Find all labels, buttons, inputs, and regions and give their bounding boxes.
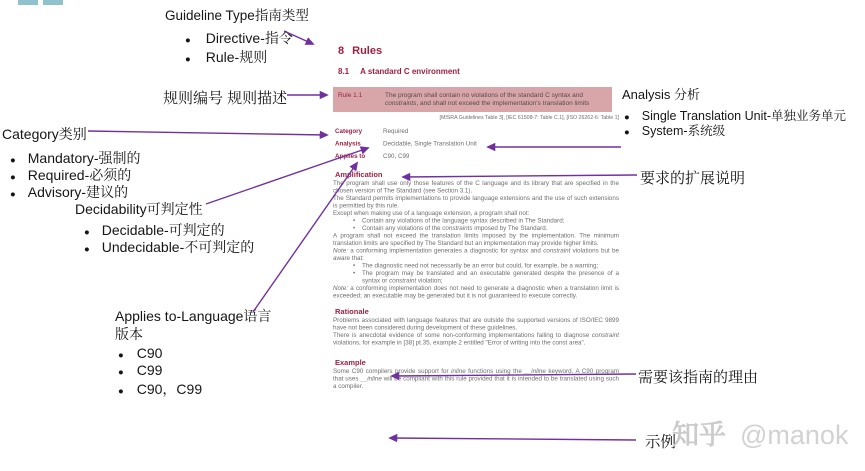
chapter-title: Rules — [352, 44, 383, 57]
meta-row-analysis — [335, 140, 619, 148]
annotation-guideline-type — [165, 7, 309, 66]
annotation-title: Category类别 — [2, 126, 87, 142]
watermark — [672, 420, 848, 450]
doc-bullet-text: The diagnostic need not necessarily be an error but could, for example, be a warning; — [362, 262, 599, 269]
list-item — [2, 148, 141, 165]
rationale-heading: Rationale — [335, 307, 369, 316]
bullet-icon — [185, 49, 191, 65]
annotation-title: Guideline Type指南类型 — [165, 8, 309, 23]
bullet-icon — [118, 362, 124, 378]
paragraph: Except when making use of a language extension, a program shall not: — [333, 209, 530, 217]
annotation-rule-pointer: 规则编号 规则描述 — [163, 90, 288, 107]
paragraph: There is anecdotal evidence of some non-conforming implementations failing to diagnose constraint violations, for example in [38] pt.35, example 2 entitled "Error of writing into the const area". — [333, 331, 619, 346]
annotation-applies-to — [115, 307, 290, 395]
doc-chapter-heading — [338, 44, 619, 57]
bullet-icon — [185, 30, 191, 46]
annotation-decidability — [75, 201, 254, 254]
watermark-brand: 知乎 — [672, 420, 726, 450]
annotation-category — [2, 126, 141, 199]
doc-bullet-item — [333, 217, 619, 225]
doc-section-heading — [338, 67, 619, 77]
bullet-icon — [624, 124, 630, 138]
section-number: 8.1 — [338, 67, 350, 76]
list-item-label: Directive-指令 — [205, 30, 293, 46]
annotation-title: Decidability可判定性 — [75, 201, 203, 217]
rule-meta — [335, 128, 619, 161]
list-item-label: Undecidable-不可判定的 — [101, 239, 255, 255]
doc-bullet-item — [333, 270, 619, 285]
list-item — [115, 362, 290, 378]
annotation-amplification-pointer: 要求的扩展说明 — [640, 170, 746, 187]
meta-row-category — [335, 128, 619, 136]
list-item — [115, 345, 290, 361]
list-item — [2, 165, 141, 182]
paragraph: Problems associated with language features that are outside the supported versions of ISO/IEC 9899 have not been considered during development of these guidelines. — [333, 316, 619, 331]
paragraph: The Standard permits implementations to provide language extensions and the use of such extensions is permitted by this rule. — [333, 194, 619, 209]
list-item-label: Advisory-建议的 — [27, 184, 129, 200]
doc-bullet-text: The program may be translated and an executable generated despite the presence of a syntax or constraint violation; — [362, 269, 619, 284]
bullet-icon — [10, 184, 16, 200]
list-item — [2, 182, 141, 199]
paragraph: Some C90 compilers provide support for inline functions using the __inline keyword. A C90 program that uses __inline will be compliant with this rule provided that it is intended to be translated using such a compiler. — [333, 367, 619, 390]
annotation-title: 版本 — [115, 326, 143, 342]
paragraph: The program shall use only those features of the C language and its library that are specified in the chosen version of The Standard (see Section 3.1). — [333, 179, 619, 194]
meta-label: Analysis — [335, 140, 361, 147]
bullet-icon — [10, 150, 16, 166]
doc-bullet-text: Contain any violations of the constraints imposed by The Standard. — [362, 224, 548, 232]
list-item — [75, 220, 254, 237]
list-item-label: C90 — [136, 345, 163, 361]
teal-square-icon — [43, 0, 63, 5]
section-title: A standard C environment — [360, 67, 460, 76]
list-item — [622, 106, 864, 121]
bullet-icon — [84, 239, 90, 255]
list-item-label: Single Translation Unit-单独业务单元 — [641, 109, 846, 123]
paragraph: Note: a conforming implementation does not need to generate a diagnostic when a translation limit is exceeded; an executable may be generated but it is not guaranteed to execute correctly. — [333, 284, 619, 299]
bullet-icon — [118, 345, 124, 361]
meta-row-applies-to — [335, 153, 619, 161]
amplification-heading: Amplification — [335, 170, 383, 179]
teal-square-icon — [18, 0, 38, 5]
annotation-title: Analysis 分析 — [622, 87, 701, 102]
list-item-label: C90，C99 — [136, 381, 203, 397]
annotation-analysis — [622, 86, 864, 136]
example-heading: Example — [335, 358, 366, 367]
bullet-icon — [84, 222, 90, 238]
list-item — [165, 47, 309, 66]
misra-document-excerpt — [333, 38, 620, 471]
list-item-label: C99 — [136, 362, 163, 378]
list-item-label: Mandatory-强制的 — [27, 150, 141, 166]
paragraph: Note: a conforming implementation generates a diagnostic for syntax and constraint violations but be aware that: — [333, 247, 620, 262]
list-item — [165, 28, 309, 47]
meta-label: Category — [335, 127, 363, 135]
bullet-icon — [624, 109, 630, 123]
doc-bullet-item — [333, 225, 619, 233]
list-item — [115, 379, 290, 395]
chapter-number: 8 — [338, 44, 345, 57]
meta-label: Applies to — [335, 152, 366, 160]
bullet-icon — [118, 381, 124, 397]
rule-citation: [MISRA Guidelines Table 3], [IEC 61508-7: Table C.1], [ISO 26262-6: Table 1] — [439, 114, 619, 121]
rule-box — [333, 87, 612, 112]
list-item-label: Rule-规则 — [205, 49, 268, 65]
meta-value: C90, C99 — [383, 152, 410, 160]
meta-value: Required — [383, 127, 409, 135]
doc-bullet-text: Contain any violations of the language syntax described in The Standard; — [362, 217, 565, 224]
meta-value: Decidable, Single Translation Unit — [383, 140, 477, 147]
annotation-rationale-pointer: 需要该指南的理由 — [638, 369, 759, 386]
rule-id: Rule 1.1 — [338, 91, 363, 99]
list-item-label: System-系统级 — [641, 124, 726, 138]
doc-bullet-item — [333, 262, 619, 270]
list-item-label: Decidable-可判定的 — [101, 222, 225, 238]
list-item — [75, 237, 254, 254]
watermark-handle: @manok — [740, 420, 849, 450]
rule-text: The program shall contain no violations of the standard C syntax and constraints, and shall not exceed the implementation's translation limits — [385, 91, 590, 107]
annotation-example-pointer: 示例 — [645, 434, 677, 451]
list-item-label: Required-必须的 — [27, 167, 132, 183]
bullet-icon — [10, 167, 16, 183]
paragraph: A program shall not exceed the translation limits imposed by the implementation. The minimum translation limits are specified by The Standard but an implementation may provide higher limits. — [333, 232, 619, 247]
annotation-title: Applies to-Language语言 — [115, 308, 272, 324]
